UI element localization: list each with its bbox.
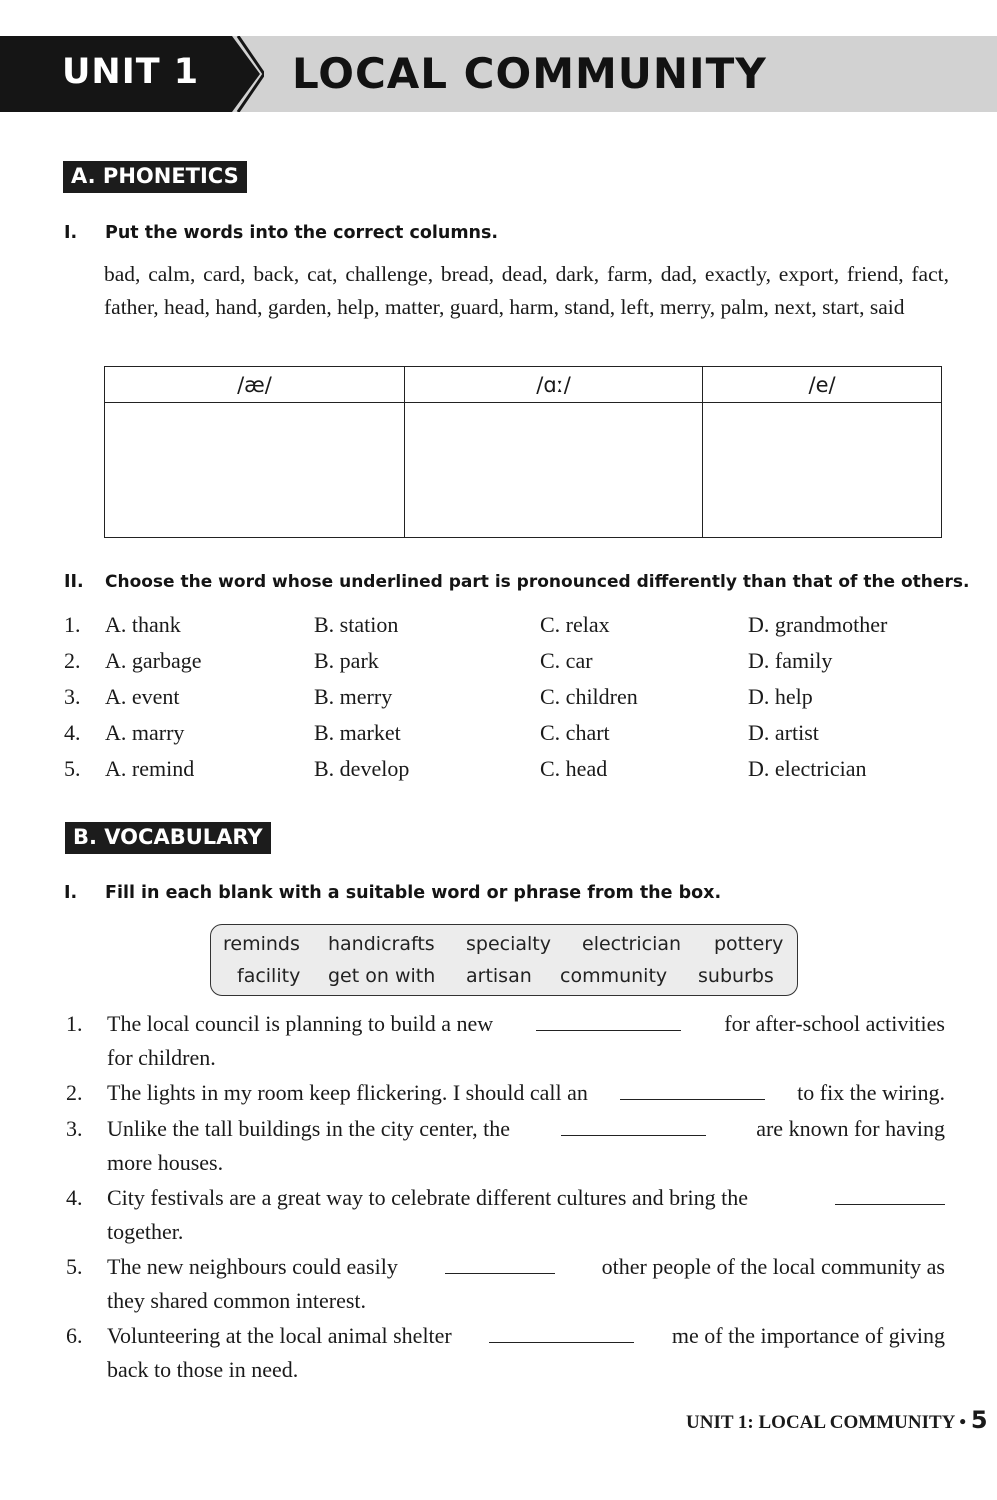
- instruction-number: I.: [64, 223, 78, 243]
- option-c[interactable]: C. chart: [540, 720, 610, 745]
- option-c[interactable]: C. head: [540, 756, 608, 781]
- option-a[interactable]: A. thank: [105, 612, 181, 637]
- instruction-text: Fill in each blank with a suitable word or phrase from the box.: [105, 883, 722, 903]
- item-text-continued: more houses.: [107, 1150, 224, 1175]
- item-text-continued: for children.: [107, 1045, 216, 1070]
- column-header-e: /e/: [703, 367, 942, 403]
- option-d[interactable]: D. grandmother: [748, 612, 888, 637]
- mcq-question: [64, 648, 944, 684]
- section-phonetics-tag: A. PHONETICS: [63, 161, 247, 193]
- unit-title: LOCAL COMMUNITY: [292, 49, 767, 98]
- item-number: 3.: [66, 1116, 83, 1141]
- item-text-continued: they shared common interest.: [107, 1288, 367, 1313]
- option-b[interactable]: B. station: [314, 612, 399, 637]
- option-c[interactable]: C. children: [540, 684, 638, 709]
- item-text-before: Unlike the tall buildings in the city center, the: [107, 1116, 510, 1141]
- option-c[interactable]: C. car: [540, 648, 593, 673]
- option-b[interactable]: B. market: [314, 720, 401, 745]
- item-text-continued: together.: [107, 1219, 184, 1244]
- answer-cell-aa[interactable]: [404, 403, 702, 538]
- word-box-item: reminds: [223, 933, 300, 955]
- question-number: 5.: [64, 756, 81, 781]
- unit-banner: [0, 36, 997, 112]
- option-d[interactable]: D. electrician: [748, 756, 867, 781]
- item-text-before: The new neighbours could easily: [107, 1254, 398, 1279]
- unit-label-block: [0, 36, 232, 112]
- answer-blank[interactable]: [536, 1008, 681, 1031]
- word-box-item: handicrafts: [328, 933, 435, 955]
- answer-blank[interactable]: [561, 1113, 706, 1136]
- instruction-text: Put the words into the correct columns.: [105, 223, 499, 243]
- item-text-after: for after-school activities: [724, 1011, 945, 1036]
- page-number: 5: [970, 1406, 988, 1434]
- answer-blank[interactable]: [835, 1182, 945, 1205]
- option-a[interactable]: A. garbage: [105, 648, 202, 673]
- item-text-after: me of the importance of giving: [671, 1323, 945, 1348]
- option-d[interactable]: D. help: [748, 684, 813, 709]
- option-a[interactable]: A. remind: [105, 756, 195, 781]
- item-text-after: are known for having: [756, 1116, 945, 1141]
- item-text-before: City festivals are a great way to celebrate different cultures and bring the: [107, 1185, 748, 1210]
- page-footer: [686, 1406, 988, 1434]
- answer-blank[interactable]: [489, 1320, 634, 1343]
- instruction-text: Choose the word whose underlined part is pronounced differently than that of the others.: [105, 572, 970, 592]
- item-number: 4.: [66, 1185, 83, 1210]
- option-d[interactable]: D. family: [748, 648, 833, 673]
- option-a[interactable]: A. event: [105, 684, 180, 709]
- option-b[interactable]: B. develop: [314, 756, 410, 781]
- phonetics-columns-table: [104, 366, 942, 538]
- option-a[interactable]: A. marry: [105, 720, 185, 745]
- section-vocabulary-tag: B. VOCABULARY: [65, 822, 271, 854]
- item-text-before: Volunteering at the local animal shelter: [107, 1323, 452, 1348]
- mcq-question: [64, 612, 944, 648]
- instruction-number: II.: [64, 572, 84, 592]
- word-box-item: suburbs: [698, 965, 774, 987]
- mcq-question: [64, 684, 944, 720]
- word-list: bad, calm, card, back, cat, challenge, bread, dead, dark, farm, dad, exactly, export, friend, fact, father, head, hand, garden, help, matter, guard, harm, stand, left, merry, palm, next, start, said: [104, 262, 949, 319]
- column-header-aa: /ɑː/: [404, 367, 702, 403]
- item-number: 6.: [66, 1323, 83, 1348]
- footer-text: UNIT 1: LOCAL COMMUNITY •: [686, 1412, 967, 1433]
- answer-cell-e[interactable]: [703, 403, 942, 538]
- word-box-item: facility: [237, 965, 301, 987]
- answer-blank[interactable]: [620, 1077, 765, 1100]
- question-number: 1.: [64, 612, 81, 637]
- option-c[interactable]: C. relax: [540, 612, 610, 637]
- item-number: 1.: [66, 1011, 83, 1036]
- word-box: [210, 924, 798, 996]
- answer-cell-ae[interactable]: [105, 403, 405, 538]
- mcq-question: [64, 720, 944, 756]
- question-number: 2.: [64, 648, 81, 673]
- word-box-item: get on with: [328, 965, 436, 987]
- item-number: 2.: [66, 1080, 83, 1105]
- word-box-item: pottery: [714, 933, 784, 955]
- item-text-before: The lights in my room keep flickering. I should call an: [107, 1080, 588, 1105]
- instruction-number: I.: [64, 883, 78, 903]
- word-box-item: specialty: [466, 933, 551, 955]
- option-b[interactable]: B. park: [314, 648, 379, 673]
- question-number: 3.: [64, 684, 81, 709]
- option-b[interactable]: B. merry: [314, 684, 393, 709]
- mcq-question: [64, 756, 944, 792]
- word-box-item: electrician: [582, 933, 682, 955]
- unit-label: UNIT 1: [62, 52, 200, 92]
- item-text-after: other people of the local community as: [601, 1254, 945, 1279]
- option-d[interactable]: D. artist: [748, 720, 819, 745]
- item-text-before: The local council is planning to build a new: [107, 1011, 494, 1036]
- item-text-after: to fix the wiring.: [797, 1080, 945, 1105]
- word-box-item: community: [560, 965, 668, 987]
- column-header-ae: /æ/: [105, 367, 405, 403]
- chevron-right-icon: [224, 36, 264, 112]
- word-box-item: artisan: [466, 965, 532, 987]
- item-text-continued: back to those in need.: [107, 1357, 299, 1382]
- item-number: 5.: [66, 1254, 83, 1279]
- answer-blank[interactable]: [445, 1251, 555, 1274]
- question-number: 4.: [64, 720, 81, 745]
